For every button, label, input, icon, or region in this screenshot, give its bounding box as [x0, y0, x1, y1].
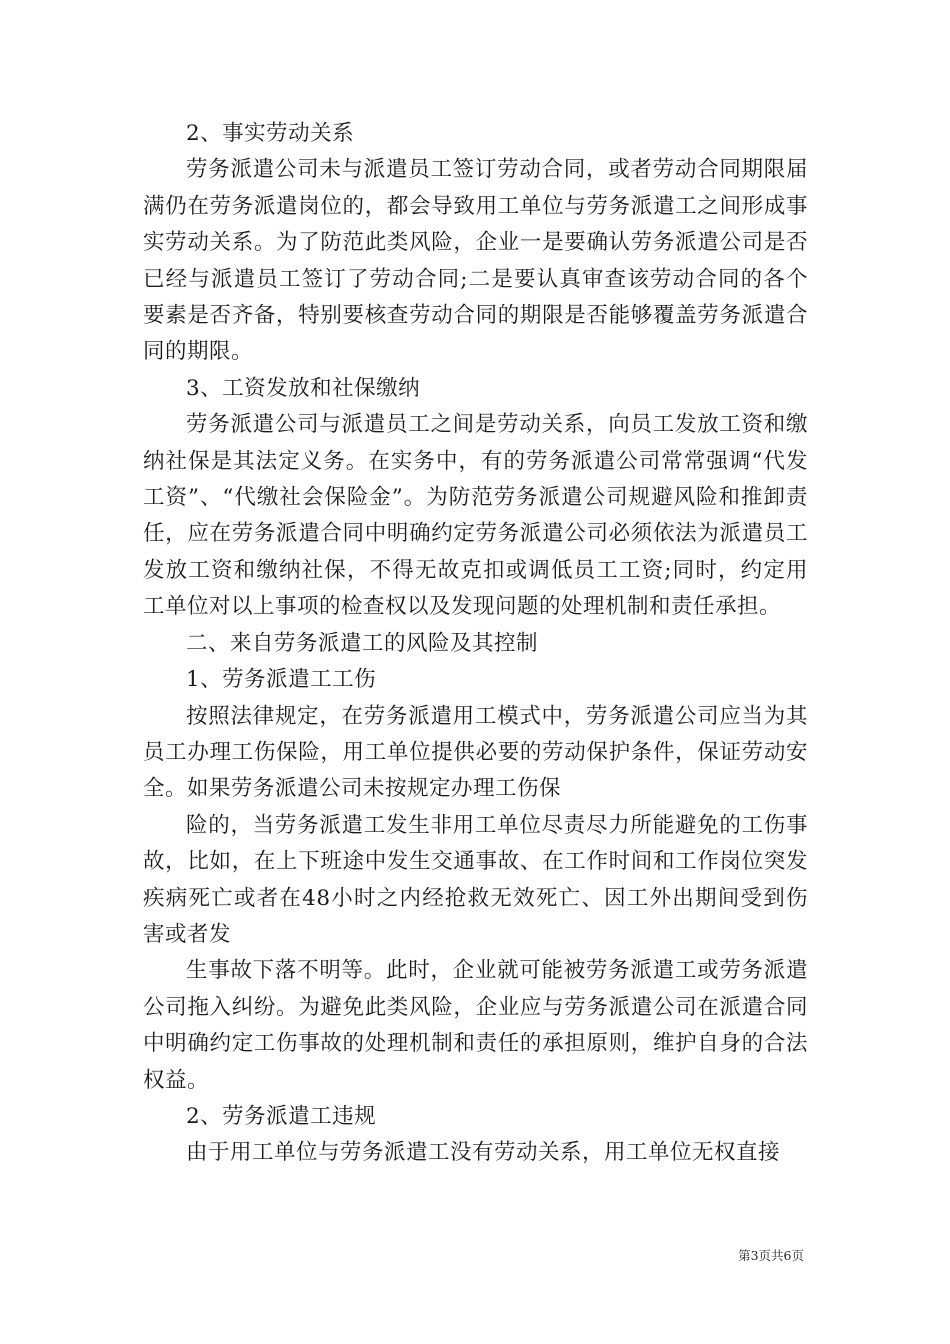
heading-section-two: 二、来自劳务派遣工的风险及其控制: [186, 630, 539, 656]
page-number: 第3页共6页: [738, 1248, 804, 1263]
heading-work-injury: 1、劳务派遣工工伤: [186, 667, 377, 693]
heading-factual-labor-relation: 2、事实劳动关系: [186, 121, 355, 146]
paragraph-factual-labor-relation: 劳务派遣公司未与派遣员工签订劳动合同，或者劳动合同期限届满仍在劳务派遣岗位的，都会导致用工单位与劳务派遣工之间形成事实劳动关系。为了防范此类风险，企业一是要确认劳务派遣公司是否已经与派遣员工签订了劳动合同;二是要认真审查该劳动合同的各个要素是否齐备，特别要核查劳动合同的期限是否能够覆盖劳务派遣合同的期限。: [143, 157, 808, 365]
paragraph-work-injury-3: 生事故下落不明等。此时，企业就可能被劳务派遣工或劳务派遣公司拖入纠纷。为避免此类风险，企业应与劳务派遣公司在派遣合同中明确约定工伤事故的处理机制和责任的承担原则，维护自身的合法权益。: [143, 958, 808, 1093]
paragraph-violation: 由于用工单位与劳务派遣工没有劳动关系，用工单位无权直接: [186, 1140, 781, 1166]
heading-violation: 2、劳务派遣工违规: [186, 1103, 377, 1129]
paragraph-work-injury-2: 险的，当劳务派遣工发生非用工单位尽责尽力所能避免的工伤事故，比如，在上下班途中发生交通事故、在工作时间和工作岗位突发疾病死亡或者在48小时之内经抢救无效死亡、因工外出期间受到伤害或者发: [143, 812, 808, 947]
heading-wages-social-insurance: 3、工资发放和社保缴纳: [186, 375, 421, 401]
document-body: [143, 116, 808, 1172]
paragraph-wages-social-insurance: 劳务派遣公司与派遣员工之间是劳动关系，向员工发放工资和缴纳社保是其法定义务。在实务中，有的劳务派遣公司常常强调“代发工资”、“代缴社会保险金”。为防范劳务派遣公司规避风险和推卸责任，应在劳务派遣合同中明确约定劳务派遣公司必须依法为派遣员工发放工资和缴纳社保，不得无故克扣或调低员工工资;同时，约定用工单位对以上事项的检查权以及发现问题的处理机制和责任承担。: [143, 412, 808, 620]
paragraph-work-injury-1: 按照法律规定，在劳务派遣用工模式中，劳务派遣公司应当为其员工办理工伤保险，用工单位提供必要的劳动保护条件，保证劳动安全。如果劳务派遣公司未按规定办理工伤保: [143, 703, 808, 802]
